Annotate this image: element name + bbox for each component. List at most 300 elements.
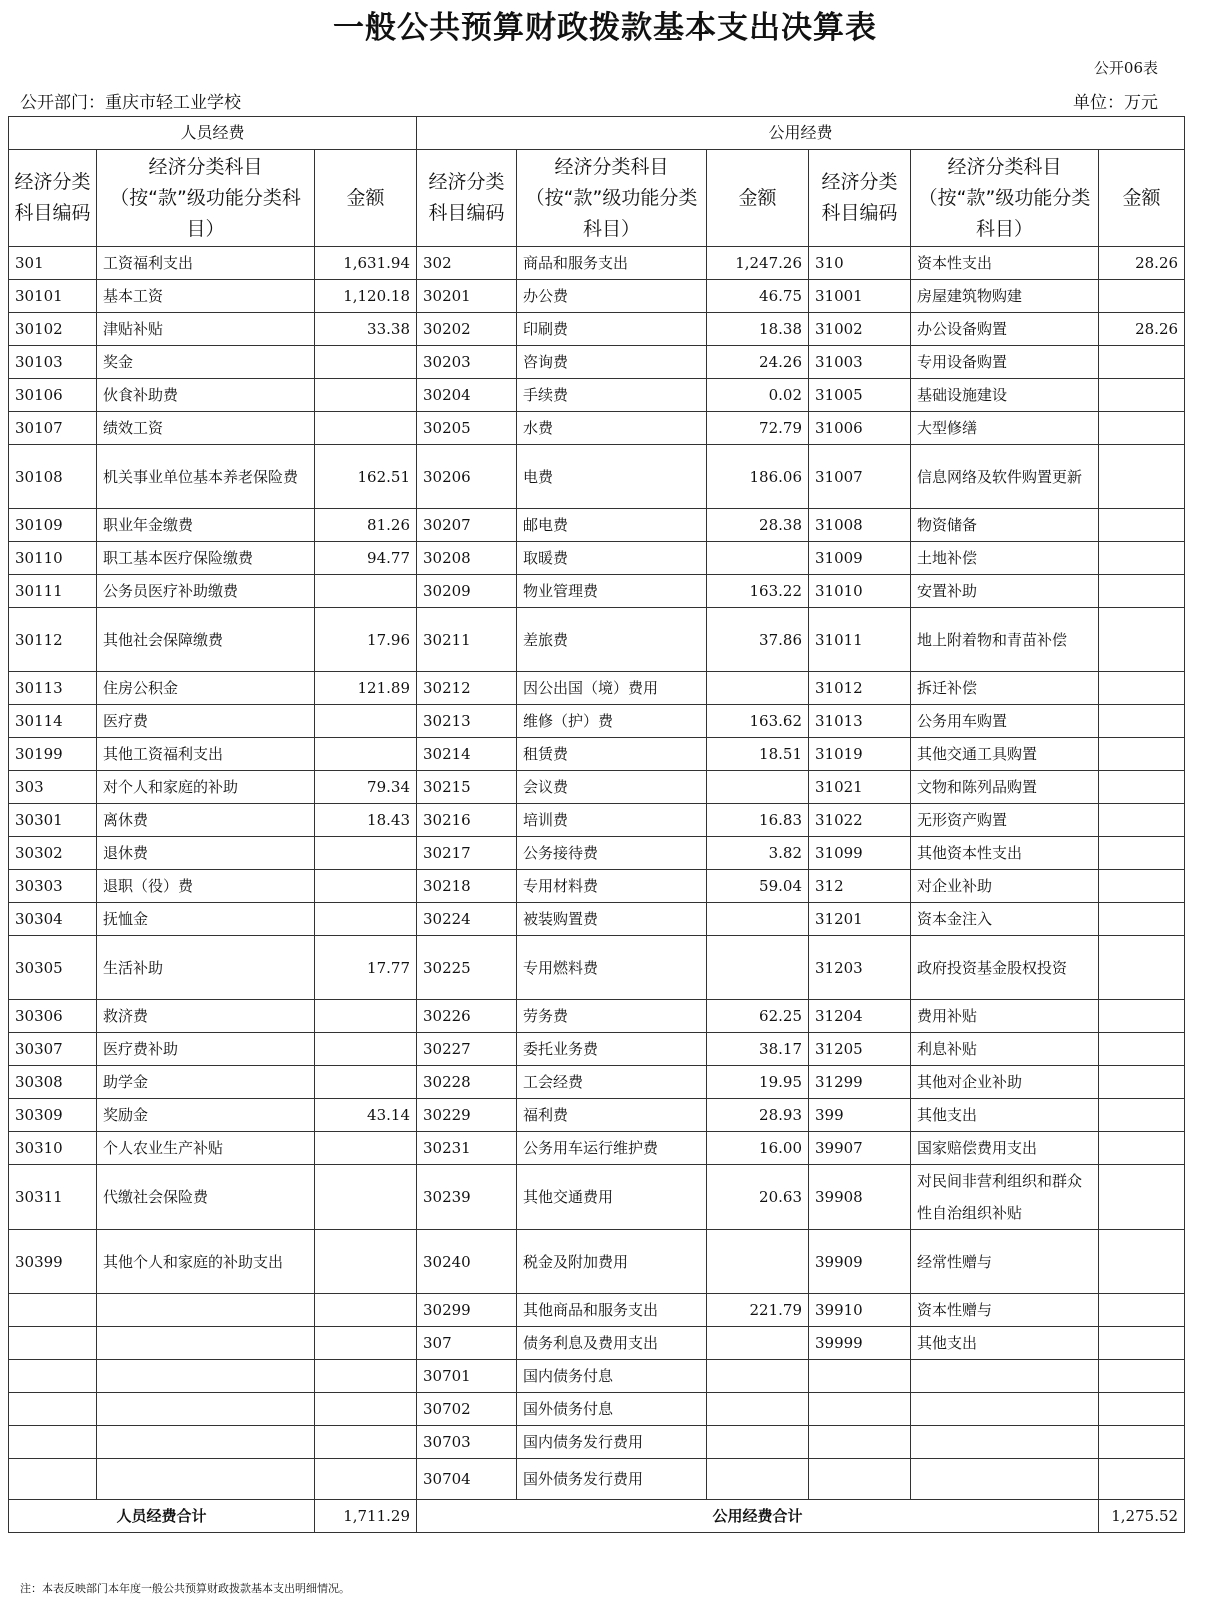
public-code-cell: 31205	[809, 1033, 911, 1066]
expenditure-table	[8, 116, 1185, 1533]
public-amount-cell: 28.93	[707, 1099, 809, 1132]
personnel-code-cell: 30308	[9, 1066, 97, 1099]
public-amount-cell: 46.75	[707, 280, 809, 313]
public-amount-cell: 28.38	[707, 509, 809, 542]
public-amount-cell	[1099, 608, 1185, 672]
personnel-item-cell: 退职（役）费	[97, 870, 315, 903]
table-row	[9, 1000, 1185, 1033]
personnel-item-cell: 津贴补贴	[97, 313, 315, 346]
public-code-cell: 30202	[417, 313, 517, 346]
public-amount-cell: 72.79	[707, 412, 809, 445]
public-code-cell: 31299	[809, 1066, 911, 1099]
public-code-cell: 31005	[809, 379, 911, 412]
public-amount-cell	[707, 1426, 809, 1459]
public-code-cell: 30213	[417, 705, 517, 738]
personnel-code-cell: 30101	[9, 280, 97, 313]
department-label: 公开部门：重庆市轻工业学校	[20, 93, 241, 113]
public-item-cell: 房屋建筑物购建	[911, 280, 1099, 313]
public-code-cell: 31099	[809, 837, 911, 870]
public-item-cell: 专用设备购置	[911, 346, 1099, 379]
personnel-item-cell: 离休费	[97, 804, 315, 837]
public-item-cell: 其他交通费用	[517, 1165, 707, 1230]
public-amount-cell: 186.06	[707, 445, 809, 509]
personnel-code-cell: 30311	[9, 1165, 97, 1230]
personnel-code-cell: 30109	[9, 509, 97, 542]
public-code-cell: 31022	[809, 804, 911, 837]
table-row	[9, 903, 1185, 936]
public-amount-cell	[707, 1230, 809, 1294]
table-row	[9, 1066, 1185, 1099]
personnel-item-cell: 职业年金缴费	[97, 509, 315, 542]
public-code-cell: 312	[809, 870, 911, 903]
personnel-amount-cell	[315, 412, 417, 445]
public-item-cell	[911, 1360, 1099, 1393]
public-amount-cell	[1099, 346, 1185, 379]
personnel-item-cell: 其他社会保障缴费	[97, 608, 315, 672]
public-item-cell: 经常性赠与	[911, 1230, 1099, 1294]
public-item-cell: 安置补助	[911, 575, 1099, 608]
public-item-cell: 差旅费	[517, 608, 707, 672]
personnel-amount-cell	[315, 1459, 417, 1500]
table-row	[9, 575, 1185, 608]
col-header-name: 经济分类科目（按“款”级功能分类科目）	[517, 150, 707, 247]
public-item-cell: 税金及附加费用	[517, 1230, 707, 1294]
public-item-cell: 文物和陈列品购置	[911, 771, 1099, 804]
personnel-item-cell: 职工基本医疗保险缴费	[97, 542, 315, 575]
public-amount-cell	[1099, 936, 1185, 1000]
personnel-code-cell	[9, 1459, 97, 1500]
personnel-item-cell	[97, 1360, 315, 1393]
public-amount-cell	[1099, 445, 1185, 509]
personnel-item-cell: 抚恤金	[97, 903, 315, 936]
personnel-code-cell: 30110	[9, 542, 97, 575]
personnel-code-cell	[9, 1393, 97, 1426]
personnel-code-cell: 30108	[9, 445, 97, 509]
personnel-amount-cell	[315, 1294, 417, 1327]
col-header-amount: 金额	[315, 150, 417, 247]
personnel-item-cell	[97, 1327, 315, 1360]
table-row	[9, 542, 1185, 575]
personnel-item-cell	[97, 1294, 315, 1327]
public-item-cell: 物资储备	[911, 509, 1099, 542]
public-amount-cell: 1,247.26	[707, 247, 809, 280]
public-code-cell: 31010	[809, 575, 911, 608]
col-header-name: 经济分类科目（按“款”级功能分类科目）	[97, 150, 315, 247]
public-code-cell: 39999	[809, 1327, 911, 1360]
public-amount-cell	[1099, 1360, 1185, 1393]
public-item-cell: 国家赔偿费用支出	[911, 1132, 1099, 1165]
personnel-amount-cell	[315, 1165, 417, 1230]
public-amount-cell	[1099, 870, 1185, 903]
public-item-cell: 会议费	[517, 771, 707, 804]
table-row	[9, 837, 1185, 870]
public-code-cell: 30228	[417, 1066, 517, 1099]
public-item-cell	[911, 1393, 1099, 1426]
public-item-cell: 电费	[517, 445, 707, 509]
public-item-cell: 国内债务发行费用	[517, 1426, 707, 1459]
personnel-amount-cell: 162.51	[315, 445, 417, 509]
public-amount-cell: 59.04	[707, 870, 809, 903]
public-item-cell: 资本金注入	[911, 903, 1099, 936]
public-item-cell: 印刷费	[517, 313, 707, 346]
public-code-cell: 31203	[809, 936, 911, 1000]
col-header-code: 经济分类科目编码	[809, 150, 911, 247]
public-amount-cell: 3.82	[707, 837, 809, 870]
personnel-item-cell: 医疗费	[97, 705, 315, 738]
public-code-cell	[809, 1459, 911, 1500]
personnel-code-cell: 30309	[9, 1099, 97, 1132]
public-amount-cell	[1099, 575, 1185, 608]
personnel-amount-cell	[315, 1066, 417, 1099]
public-code-cell	[809, 1393, 911, 1426]
public-item-cell: 对民间非营利组织和群众性自治组织补贴	[911, 1165, 1099, 1230]
public-code-cell: 31008	[809, 509, 911, 542]
public-amount-cell	[1099, 1426, 1185, 1459]
public-item-cell: 公务接待费	[517, 837, 707, 870]
personnel-code-cell: 30310	[9, 1132, 97, 1165]
public-item-cell: 国外债务付息	[517, 1393, 707, 1426]
public-item-cell: 福利费	[517, 1099, 707, 1132]
public-amount-cell	[1099, 542, 1185, 575]
personnel-code-cell: 30302	[9, 837, 97, 870]
personnel-item-cell: 奖励金	[97, 1099, 315, 1132]
public-code-cell: 39907	[809, 1132, 911, 1165]
public-code-cell	[809, 1426, 911, 1459]
public-code-cell: 30225	[417, 936, 517, 1000]
public-item-cell: 劳务费	[517, 1000, 707, 1033]
public-amount-cell	[1099, 509, 1185, 542]
public-amount-cell: 38.17	[707, 1033, 809, 1066]
public-code-cell: 31021	[809, 771, 911, 804]
public-item-cell: 租赁费	[517, 738, 707, 771]
personnel-amount-cell: 94.77	[315, 542, 417, 575]
public-amount-cell	[1099, 1099, 1185, 1132]
public-amount-cell	[707, 1360, 809, 1393]
public-code-cell: 30239	[417, 1165, 517, 1230]
personnel-code-cell: 30307	[9, 1033, 97, 1066]
public-code-cell: 30209	[417, 575, 517, 608]
table-row	[9, 1459, 1185, 1500]
col-header-amount: 金额	[707, 150, 809, 247]
public-item-cell: 手续费	[517, 379, 707, 412]
public-amount-cell: 24.26	[707, 346, 809, 379]
personnel-code-cell: 30113	[9, 672, 97, 705]
public-code-cell: 30231	[417, 1132, 517, 1165]
personnel-total-label: 人员经费合计	[9, 1500, 315, 1533]
table-row	[9, 247, 1185, 280]
table-row	[9, 346, 1185, 379]
table-row	[9, 1360, 1185, 1393]
personnel-code-cell	[9, 1426, 97, 1459]
public-amount-cell	[1099, 1327, 1185, 1360]
public-item-cell: 其他商品和服务支出	[517, 1294, 707, 1327]
personnel-item-cell: 奖金	[97, 346, 315, 379]
public-code-cell: 31011	[809, 608, 911, 672]
table-row	[9, 1165, 1185, 1230]
public-code-cell: 30206	[417, 445, 517, 509]
personnel-item-cell: 伙食补助费	[97, 379, 315, 412]
personnel-code-cell: 30102	[9, 313, 97, 346]
personnel-amount-cell	[315, 1033, 417, 1066]
table-row	[9, 804, 1185, 837]
totals-row	[9, 1500, 1185, 1533]
public-code-cell: 30240	[417, 1230, 517, 1294]
public-code-cell: 30226	[417, 1000, 517, 1033]
public-amount-cell: 16.00	[707, 1132, 809, 1165]
personnel-amount-cell	[315, 738, 417, 771]
public-item-cell: 委托业务费	[517, 1033, 707, 1066]
public-code-cell: 30214	[417, 738, 517, 771]
public-item-cell: 拆迁补偿	[911, 672, 1099, 705]
public-code-cell: 30702	[417, 1393, 517, 1426]
public-code-cell: 31204	[809, 1000, 911, 1033]
personnel-amount-cell: 43.14	[315, 1099, 417, 1132]
public-item-cell: 商品和服务支出	[517, 247, 707, 280]
public-item-cell: 地上附着物和青苗补偿	[911, 608, 1099, 672]
public-item-cell: 其他交通工具购置	[911, 738, 1099, 771]
public-item-cell: 培训费	[517, 804, 707, 837]
public-amount-cell	[707, 771, 809, 804]
public-code-cell: 30207	[417, 509, 517, 542]
public-amount-cell	[1099, 1230, 1185, 1294]
public-code-cell: 30217	[417, 837, 517, 870]
personnel-item-cell: 救济费	[97, 1000, 315, 1033]
public-item-cell: 基础设施建设	[911, 379, 1099, 412]
personnel-item-cell: 对个人和家庭的补助	[97, 771, 315, 804]
personnel-code-cell: 30107	[9, 412, 97, 445]
public-item-cell: 大型修缮	[911, 412, 1099, 445]
public-amount-cell: 18.38	[707, 313, 809, 346]
table-row	[9, 936, 1185, 1000]
public-amount-cell	[1099, 1165, 1185, 1230]
public-amount-cell	[1099, 804, 1185, 837]
personnel-amount-cell	[315, 1360, 417, 1393]
personnel-item-cell: 个人农业生产补贴	[97, 1132, 315, 1165]
personnel-amount-cell: 79.34	[315, 771, 417, 804]
personnel-amount-cell	[315, 837, 417, 870]
public-amount-cell: 163.62	[707, 705, 809, 738]
public-amount-cell	[707, 542, 809, 575]
table-row	[9, 1099, 1185, 1132]
public-item-cell: 资本性赠与	[911, 1294, 1099, 1327]
personnel-code-cell: 30111	[9, 575, 97, 608]
personnel-item-cell: 生活补助	[97, 936, 315, 1000]
table-row	[9, 509, 1185, 542]
public-item-cell: 办公设备购置	[911, 313, 1099, 346]
public-amount-cell	[707, 1327, 809, 1360]
public-item-cell: 办公费	[517, 280, 707, 313]
personnel-amount-cell: 121.89	[315, 672, 417, 705]
public-item-cell: 邮电费	[517, 509, 707, 542]
table-row	[9, 412, 1185, 445]
personnel-code-cell: 30303	[9, 870, 97, 903]
group-header-row	[9, 117, 1185, 150]
public-amount-cell: 18.51	[707, 738, 809, 771]
public-code-cell: 31009	[809, 542, 911, 575]
table-row	[9, 1132, 1185, 1165]
public-code-cell: 31002	[809, 313, 911, 346]
personnel-item-cell: 其他工资福利支出	[97, 738, 315, 771]
public-amount-cell	[1099, 1459, 1185, 1500]
public-item-cell: 公务用车购置	[911, 705, 1099, 738]
public-amount-cell	[1099, 1000, 1185, 1033]
personnel-amount-cell	[315, 1230, 417, 1294]
personnel-code-cell: 30112	[9, 608, 97, 672]
public-code-cell: 30703	[417, 1426, 517, 1459]
personnel-item-cell: 工资福利支出	[97, 247, 315, 280]
public-item-cell: 维修（护）费	[517, 705, 707, 738]
public-item-cell	[911, 1426, 1099, 1459]
public-item-cell: 取暖费	[517, 542, 707, 575]
public-amount-cell	[1099, 280, 1185, 313]
personnel-amount-cell: 17.77	[315, 936, 417, 1000]
public-code-cell: 302	[417, 247, 517, 280]
personnel-item-cell	[97, 1393, 315, 1426]
personnel-item-cell: 基本工资	[97, 280, 315, 313]
personnel-item-cell: 医疗费补助	[97, 1033, 315, 1066]
public-code-cell	[809, 1360, 911, 1393]
personnel-amount-cell	[315, 346, 417, 379]
public-item-cell: 工会经费	[517, 1066, 707, 1099]
public-item-cell: 物业管理费	[517, 575, 707, 608]
personnel-amount-cell: 18.43	[315, 804, 417, 837]
table-row	[9, 1327, 1185, 1360]
public-amount-cell: 28.26	[1099, 313, 1185, 346]
public-amount-cell	[707, 936, 809, 1000]
public-item-cell: 其他支出	[911, 1327, 1099, 1360]
personnel-code-cell: 30103	[9, 346, 97, 379]
public-item-cell: 国内债务付息	[517, 1360, 707, 1393]
public-item-cell: 公务用车运行维护费	[517, 1132, 707, 1165]
group-header-public: 公用经费	[417, 117, 1185, 150]
personnel-amount-cell: 33.38	[315, 313, 417, 346]
public-item-cell: 无形资产购置	[911, 804, 1099, 837]
public-amount-cell	[1099, 1033, 1185, 1066]
public-item-cell: 资本性支出	[911, 247, 1099, 280]
public-code-cell: 30208	[417, 542, 517, 575]
personnel-item-cell: 其他个人和家庭的补助支出	[97, 1230, 315, 1294]
public-code-cell: 30229	[417, 1099, 517, 1132]
public-code-cell: 39909	[809, 1230, 911, 1294]
public-amount-cell: 28.26	[1099, 247, 1185, 280]
public-code-cell: 31019	[809, 738, 911, 771]
public-item-cell: 专用燃料费	[517, 936, 707, 1000]
col-header-code: 经济分类科目编码	[417, 150, 517, 247]
public-code-cell: 30215	[417, 771, 517, 804]
public-amount-cell: 16.83	[707, 804, 809, 837]
personnel-code-cell: 301	[9, 247, 97, 280]
public-amount-cell	[1099, 1294, 1185, 1327]
public-item-cell: 其他对企业补助	[911, 1066, 1099, 1099]
public-total-label: 公用经费合计	[417, 1500, 1099, 1533]
public-amount-cell	[1099, 738, 1185, 771]
personnel-amount-cell	[315, 1393, 417, 1426]
personnel-item-cell: 绩效工资	[97, 412, 315, 445]
public-code-cell: 30701	[417, 1360, 517, 1393]
public-total-amount: 1,275.52	[1099, 1500, 1185, 1533]
personnel-amount-cell	[315, 705, 417, 738]
public-item-cell: 对企业补助	[911, 870, 1099, 903]
personnel-amount-cell	[315, 1426, 417, 1459]
personnel-code-cell	[9, 1360, 97, 1393]
public-amount-cell	[707, 903, 809, 936]
public-amount-cell: 221.79	[707, 1294, 809, 1327]
public-amount-cell	[1099, 771, 1185, 804]
table-row	[9, 1294, 1185, 1327]
public-code-cell: 30218	[417, 870, 517, 903]
personnel-amount-cell	[315, 575, 417, 608]
form-code: 公开06表	[1093, 59, 1158, 77]
personnel-item-cell: 助学金	[97, 1066, 315, 1099]
public-code-cell: 39910	[809, 1294, 911, 1327]
personnel-amount-cell: 1,631.94	[315, 247, 417, 280]
personnel-amount-cell	[315, 379, 417, 412]
personnel-amount-cell	[315, 1327, 417, 1360]
public-code-cell: 399	[809, 1099, 911, 1132]
public-item-cell: 其他资本性支出	[911, 837, 1099, 870]
public-amount-cell: 19.95	[707, 1066, 809, 1099]
public-code-cell: 30212	[417, 672, 517, 705]
public-item-cell: 被装购置费	[517, 903, 707, 936]
public-amount-cell: 0.02	[707, 379, 809, 412]
table-row	[9, 1426, 1185, 1459]
public-code-cell: 31201	[809, 903, 911, 936]
personnel-code-cell	[9, 1294, 97, 1327]
personnel-amount-cell	[315, 903, 417, 936]
public-code-cell: 30704	[417, 1459, 517, 1500]
table-row	[9, 280, 1185, 313]
personnel-total-amount: 1,711.29	[315, 1500, 417, 1533]
table-row	[9, 445, 1185, 509]
personnel-item-cell: 机关事业单位基本养老保险费	[97, 445, 315, 509]
table-row	[9, 1033, 1185, 1066]
public-code-cell: 31007	[809, 445, 911, 509]
personnel-amount-cell: 81.26	[315, 509, 417, 542]
personnel-amount-cell	[315, 870, 417, 903]
public-amount-cell	[707, 1459, 809, 1500]
public-code-cell: 31001	[809, 280, 911, 313]
public-code-cell: 39908	[809, 1165, 911, 1230]
personnel-code-cell: 30199	[9, 738, 97, 771]
personnel-item-cell: 代缴社会保险费	[97, 1165, 315, 1230]
personnel-code-cell: 30301	[9, 804, 97, 837]
public-code-cell: 31006	[809, 412, 911, 445]
public-amount-cell	[1099, 1393, 1185, 1426]
public-item-cell: 土地补偿	[911, 542, 1099, 575]
public-code-cell: 30227	[417, 1033, 517, 1066]
personnel-code-cell: 303	[9, 771, 97, 804]
personnel-code-cell	[9, 1327, 97, 1360]
public-item-cell: 债务利息及费用支出	[517, 1327, 707, 1360]
public-amount-cell	[1099, 672, 1185, 705]
table-row	[9, 313, 1185, 346]
personnel-code-cell: 30114	[9, 705, 97, 738]
public-amount-cell: 20.63	[707, 1165, 809, 1230]
footnote: 注：本表反映部门本年度一般公共预算财政拨款基本支出明细情况。	[20, 1582, 350, 1595]
public-amount-cell	[707, 672, 809, 705]
personnel-code-cell: 30306	[9, 1000, 97, 1033]
public-item-cell: 信息网络及软件购置更新	[911, 445, 1099, 509]
public-item-cell: 咨询费	[517, 346, 707, 379]
public-code-cell: 30203	[417, 346, 517, 379]
personnel-item-cell: 住房公积金	[97, 672, 315, 705]
public-item-cell: 其他支出	[911, 1099, 1099, 1132]
public-code-cell: 31012	[809, 672, 911, 705]
table-row	[9, 771, 1185, 804]
public-amount-cell: 37.86	[707, 608, 809, 672]
public-amount-cell	[1099, 412, 1185, 445]
public-amount-cell	[1099, 1132, 1185, 1165]
